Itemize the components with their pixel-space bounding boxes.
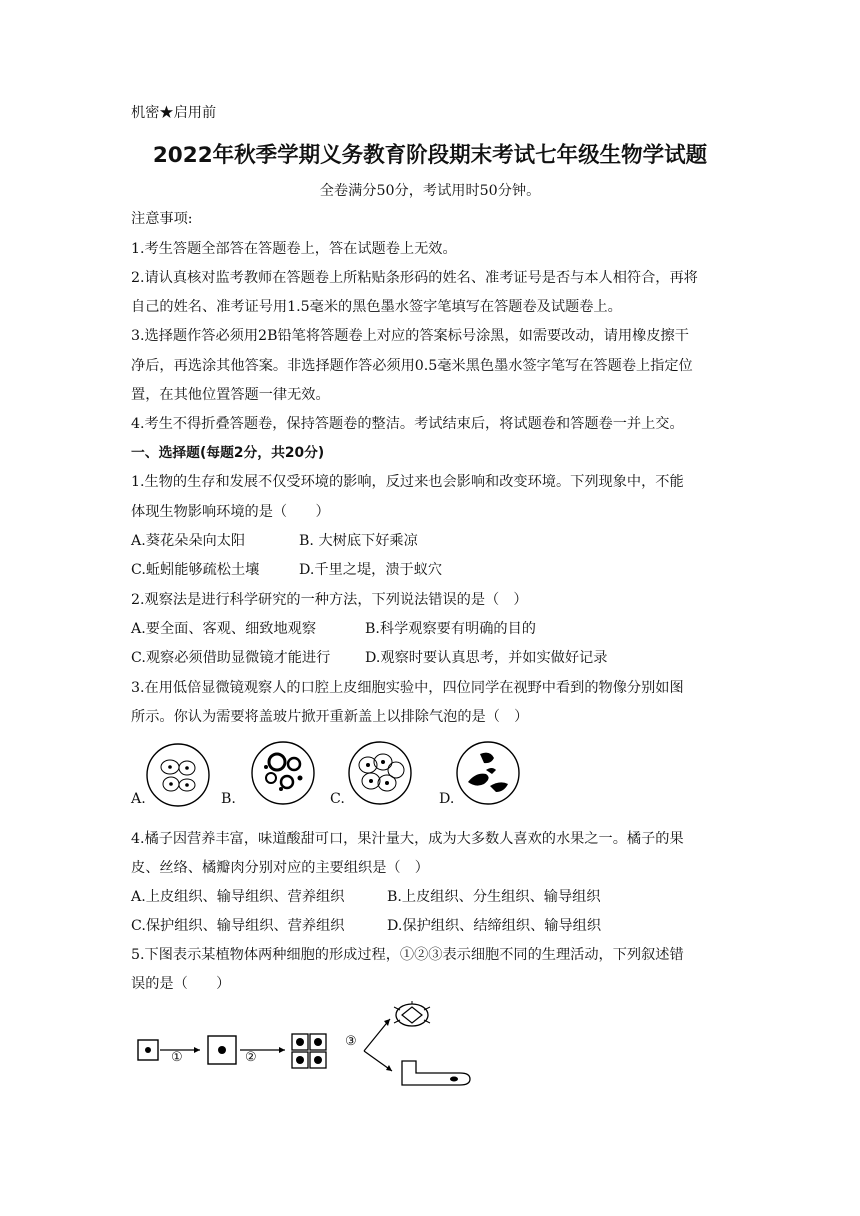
question-2-stem: 2.观察法是进行科学研究的一种方法，下列说法错误的是（ ） [131,592,528,608]
q2-option-c: C.观察必须借助显微镜才能进行 [131,650,331,666]
note-line: 4.考生不得折叠答题卷，保持答题卷的整洁。考试结束后，将试题卷和答题卷一并上交。 [131,416,684,432]
view-d-image [457,742,519,804]
q2-option-a: A.要全面、客观、细致地观察 [131,621,317,637]
question-3-stem-cont: 所示。你认为需要将盖玻片掀开重新盖上以排除气泡的是（ ） [131,709,529,725]
process-label-3: ③ [345,1034,357,1049]
process-label-1: ① [171,1050,183,1065]
note-line: 净后，再选涂其他答案。非选择题作答必须用0.5毫米黑色墨水签字笔写在答题卷上指定位 [131,358,693,374]
question-1-stem: 1.生物的生存和发展不仅受环境的影响，反过来也会影响和改变环境。下列现象中，不能 [131,474,684,490]
exam-subtitle: 全卷满分50分，考试用时50分钟。 [319,183,541,199]
question-5-stem: 5.下图表示某植物体两种细胞的形成过程，①②③表示细胞不同的生理活动，下列叙述错 [131,947,684,963]
q3-label-d: D. [439,791,455,807]
view-c-image [349,742,411,804]
section-heading: 一、选择题(每题2分，共20分) [131,445,325,461]
question-1-stem-cont: 体现生物影响环境的是（ ） [131,504,330,520]
q5-cell-process-diagram [130,995,490,1095]
view-a-image [147,744,209,806]
note-line: 置，在其他位置答题一律无效。 [131,387,330,403]
q4-option-b: B.上皮组织、分生组织、输导组织 [387,889,601,905]
q2-option-b: B.科学观察要有明确的目的 [365,621,536,637]
question-3-stem: 3.在用低倍显微镜观察人的口腔上皮细胞实验中，四位同学在视野中看到的物像分别如图 [131,680,684,696]
q3-label-c: C. [330,791,345,807]
q1-option-c: C.蚯蚓能够疏松土壤 [131,562,260,578]
q4-option-d: D.保护组织、结缔组织、输导组织 [387,918,602,934]
note-line: 2.请认真核对监考教师在答题卷上所粘贴条形码的姓名、准考证号是否与本人相符合，再将 [131,270,698,286]
q4-option-a: A.上皮组织、输导组织、营养组织 [131,889,345,905]
q3-label-b: B. [221,791,236,807]
q1-option-d: D.千里之堤，溃于蚁穴 [299,562,443,578]
q1-option-a: A.葵花朵朵向太阳 [131,533,246,549]
q3-label-a: A. [131,791,146,807]
note-line: 3.选择题作答必须用2B铅笔将答题卷上对应的答案标号涂黑，如需要改动，请用橡皮擦干 [131,328,689,344]
note-line: 自己的姓名、准考证号用1.5毫米的黑色墨水签字笔填写在答题卷及试题卷上。 [131,299,622,315]
question-4-stem-cont: 皮、丝络、橘瓣肉分别对应的主要组织是（ ） [131,860,429,876]
notes-heading: 注意事项: [131,211,193,227]
confidential-label: 机密★启用前 [131,105,217,121]
process-label-2: ② [245,1050,257,1065]
note-line: 1.考生答题全部答在答题卷上，答在试题卷上无效。 [131,241,457,257]
q2-option-d: D.观察时要认真思考，并如实做好记录 [365,650,608,666]
question-5-stem-cont: 误的是（ ） [131,976,231,992]
q1-option-b: B. 大树底下好乘凉 [299,533,418,549]
question-4-stem: 4.橘子因营养丰富，味道酸甜可口，果汁量大，成为大多数人喜欢的水果之一。橘子的果 [131,831,684,847]
exam-title: 2022年秋季学期义务教育阶段期末考试七年级生物学试题 [152,143,708,168]
view-b-image [252,742,314,804]
q4-option-c: C.保护组织、输导组织、营养组织 [131,918,345,934]
